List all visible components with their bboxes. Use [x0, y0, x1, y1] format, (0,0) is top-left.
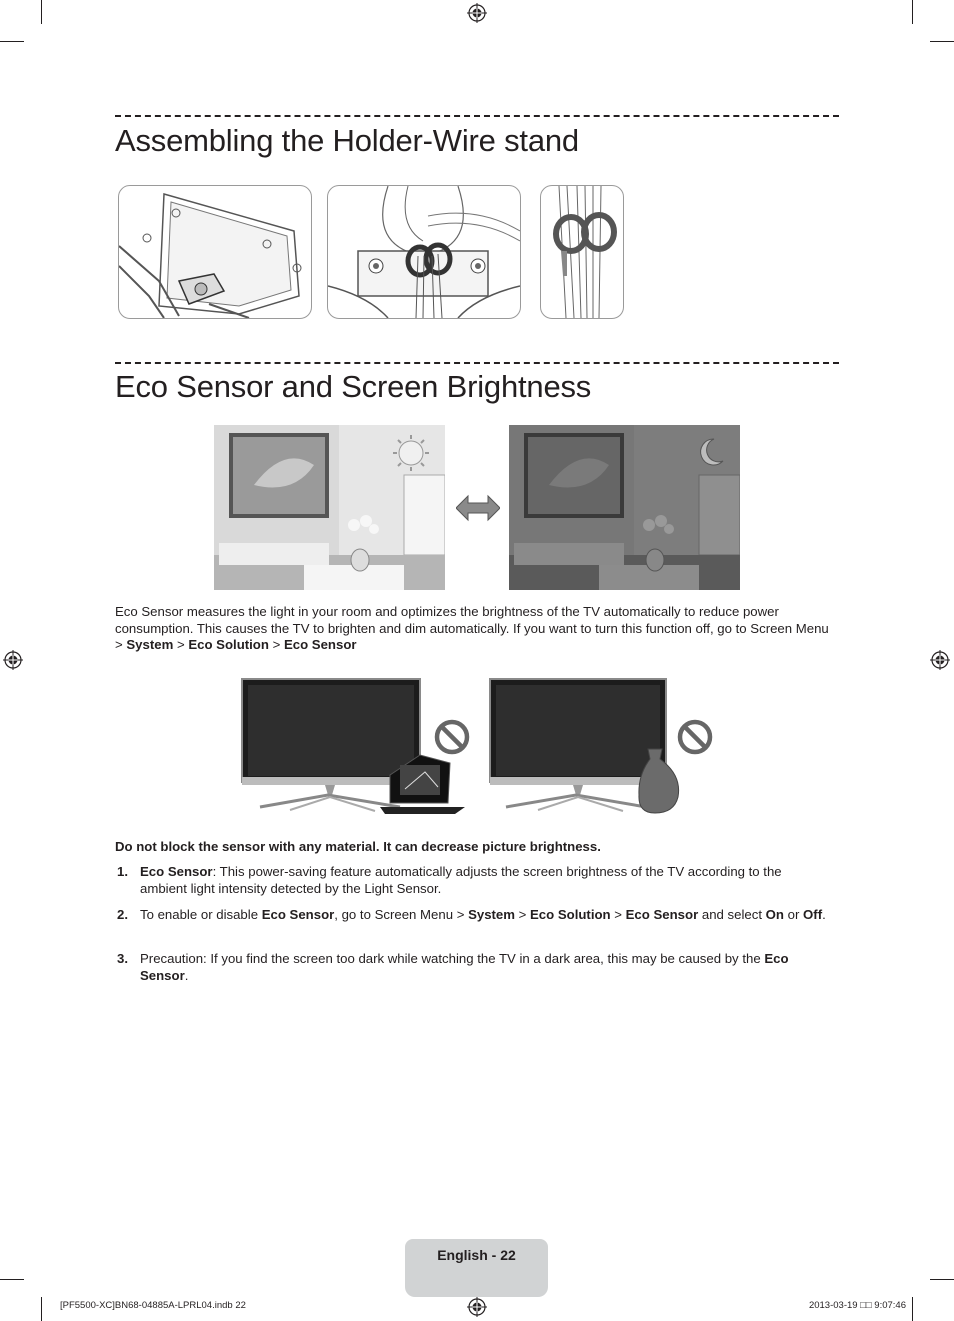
list-item [140, 864, 830, 897]
tv-blocked-by-vase-image [488, 677, 688, 817]
prohibited-icon [433, 718, 471, 756]
stand-illustration-1 [118, 185, 312, 319]
dark-room-image [509, 425, 740, 590]
item-text: : This power-saving feature automatically adjusts the screen brightness of the TV according to the ambient light intensity detected by the Light Sensor. [140, 864, 782, 896]
prohibited-icon [676, 718, 714, 756]
item-text: Precaution: If you find the screen too dark while watching the TV in a dark area, this may be caused by the [140, 951, 765, 966]
item-text: . [822, 907, 826, 922]
crop-mark [0, 41, 24, 42]
warning-text: Do not block the sensor with any material. It can decrease picture brightness. [115, 839, 601, 854]
section-title-holder-wire: Assembling the Holder-Wire stand [115, 123, 579, 158]
bright-room-image [214, 425, 445, 590]
list-number: 3. [117, 951, 128, 966]
registration-mark-icon [467, 3, 487, 23]
item-term: System [468, 907, 515, 922]
section-title-eco-sensor: Eco Sensor and Screen Brightness [115, 369, 592, 404]
menu-path-eco-sensor: Eco Sensor [283, 637, 357, 652]
crop-mark [912, 0, 913, 24]
item-term: Eco Sensor [140, 951, 789, 983]
stand-illustration-3 [540, 185, 624, 319]
item-text: > [610, 907, 626, 922]
stand-illustration-2 [327, 185, 521, 319]
item-term: Eco Sensor [261, 907, 335, 922]
crop-mark [930, 1279, 954, 1280]
crop-mark [0, 1279, 24, 1280]
list-item [140, 951, 830, 984]
crop-mark [41, 0, 42, 24]
item-text: To enable or disable [140, 907, 262, 922]
section-divider [115, 362, 839, 364]
item-term: Eco Solution [530, 907, 611, 922]
intro-text: Eco Sensor measures the light in your room and optimizes the brightness of the TV automatically to reduce power consumption. This causes the TV to brighten and dim automatically. If you want to turn this function off, go to Screen Menu > [115, 604, 829, 652]
registration-mark-icon [3, 650, 23, 670]
item-text: or [783, 907, 804, 922]
registration-mark-icon [930, 650, 950, 670]
item-text: and select [698, 907, 766, 922]
page-number-label: English - 22 [437, 1247, 516, 1263]
item-term: Eco Sensor [625, 907, 699, 922]
path-separator: > [173, 637, 189, 652]
list-number: 1. [117, 864, 128, 879]
item-text: > [514, 907, 531, 922]
item-text: . [184, 967, 189, 983]
crop-mark [930, 41, 954, 42]
section-divider [115, 115, 839, 117]
item-term: Eco Sensor [140, 864, 213, 879]
item-term: On [765, 907, 784, 922]
eco-sensor-intro [115, 604, 833, 654]
menu-path-system: System [126, 637, 174, 652]
crop-mark [41, 1297, 42, 1321]
registration-mark-icon [467, 1297, 487, 1317]
item-text: , go to Screen Menu > [334, 907, 469, 922]
list-item [140, 907, 830, 924]
path-separator: > [268, 637, 284, 652]
footer-file-info: [PF5500-XC]BN68-04885A-LPRL04.indb 22 [60, 1300, 246, 1311]
footer-timestamp: 2013-03-19 □□ 9:07:46 [808, 1300, 906, 1311]
list-number: 2. [117, 907, 128, 922]
double-arrow-icon [456, 494, 500, 522]
menu-path-eco-solution: Eco Solution [188, 637, 269, 652]
crop-mark [912, 1297, 913, 1321]
item-term: Off [803, 907, 823, 922]
